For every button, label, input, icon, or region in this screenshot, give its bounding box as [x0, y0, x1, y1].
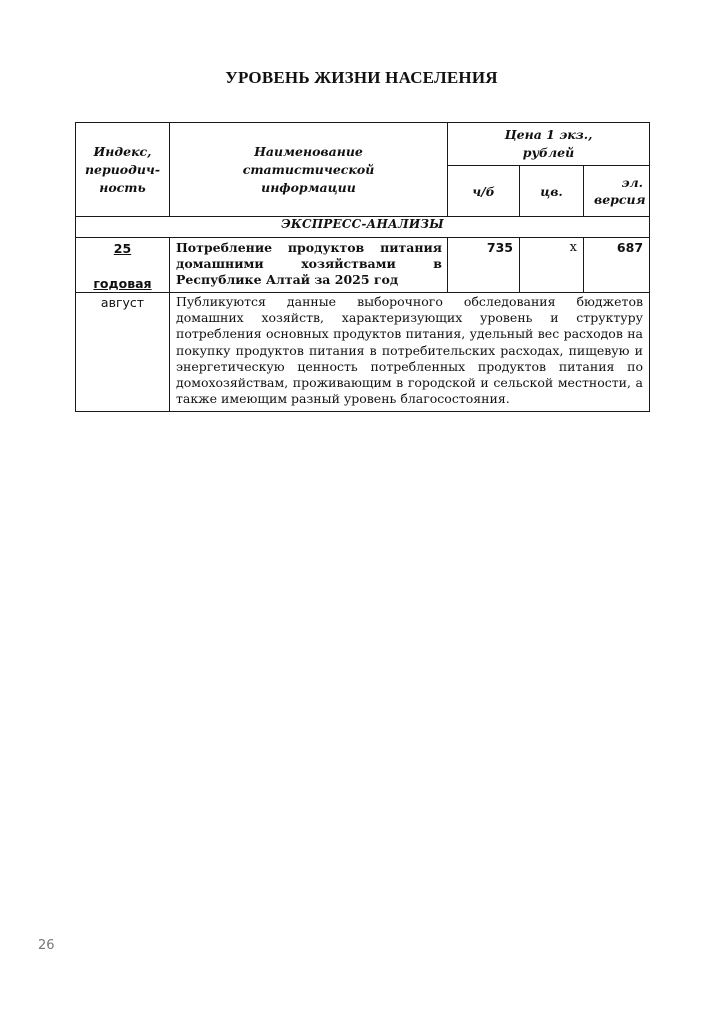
publication-description: Публикуются данные выборочного обследования бюджетов домашних хозяйств, характеризующих уровень и структуру потребления основных продуктов питания, удельный вес расходов на покупку продуктов питания в потребительских расходах, пищевую и энергетическую ценность потребленных продуктов питания по домохозяйствам, проживающим в городской и сельской местности, а также имеющим разный уровень благосостояния. [170, 293, 650, 412]
page-title: УРОВЕНЬ ЖИЗНИ НАСЕЛЕНИЯ [225, 68, 498, 87]
page-number: 26 [38, 938, 55, 953]
price-bw: 735 [448, 238, 520, 293]
table-header-row [76, 123, 650, 166]
header-price [448, 123, 650, 166]
table-row-description [76, 293, 650, 412]
index-cell [76, 238, 170, 293]
publication-index: 25 [113, 241, 132, 256]
header-name [170, 123, 448, 217]
section-row [76, 217, 650, 238]
publication-title: Потребление продуктов питания домашними хозяйствами в Республике Алтай за 2025 год [170, 238, 448, 293]
publications-table [75, 122, 650, 412]
header-index [76, 123, 170, 217]
publication-periodicity: годовая [93, 276, 152, 291]
header-index-label: Индекс, периодич-ность [84, 143, 161, 195]
header-price-bw: ч/б [448, 166, 520, 217]
header-name-label: Наименование статистической информации [242, 143, 375, 195]
price-color: х [520, 238, 584, 293]
header-price-electronic: эл. версия [584, 166, 650, 217]
header-price-color: цв. [520, 166, 584, 217]
header-price-label: Цена 1 экз., рублей [504, 127, 593, 160]
price-electronic: 687 [584, 238, 650, 293]
publication-month: август [76, 293, 170, 412]
section-title: ЭКСПРЕСС-АНАЛИЗЫ [76, 217, 650, 238]
table-row [76, 238, 650, 293]
